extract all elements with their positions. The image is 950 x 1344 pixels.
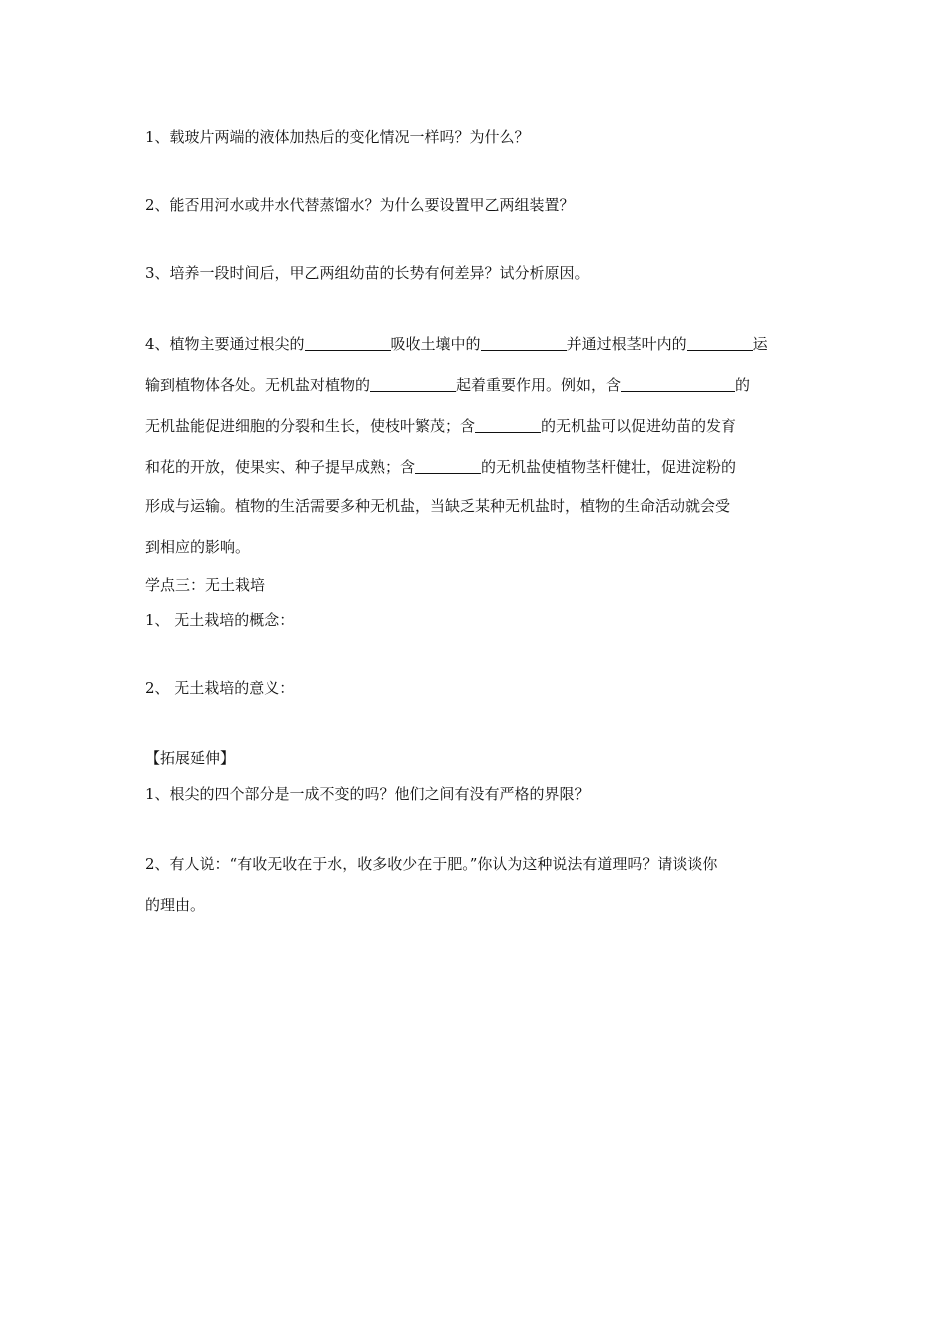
answer-blank[interactable] — [481, 334, 567, 351]
fill-in-line-1 — [145, 332, 768, 352]
answer-blank[interactable] — [305, 334, 391, 351]
answer-blank[interactable] — [370, 375, 456, 392]
extension-question-2-line-1: 2、有人说：“有收无收在于水，收多收少在于肥。”你认为这种说法有道理吗？请谈谈你 — [145, 855, 718, 873]
answer-blank[interactable] — [475, 416, 541, 433]
question-3: 3、培养一段时间后，甲乙两组幼苗的长势有何差异？试分析原因。 — [145, 264, 590, 282]
fill-text: 4、植物主要通过根尖的 — [145, 335, 305, 353]
fill-text: 运 — [752, 335, 768, 353]
fill-text: 的无机盐可以促进幼苗的发育 — [541, 417, 737, 435]
fill-text: 的 — [735, 376, 751, 394]
fill-text: 吸收土壤中的 — [390, 335, 481, 353]
question-1: 1、载玻片两端的液体加热后的变化情况一样吗？为什么？ — [145, 128, 530, 146]
question-2: 2、能否用河水或井水代替蒸馏水？为什么要设置甲乙两组装置？ — [145, 196, 575, 214]
fill-in-line-5: 形成与运输。植物的生活需要多种无机盐，当缺乏某种无机盐时，植物的生命活动就会受 — [145, 497, 731, 515]
fill-text: 起着重要作用。例如，含 — [456, 376, 622, 394]
section-title: 学点三：无土栽培 — [145, 576, 266, 594]
answer-blank[interactable] — [621, 375, 735, 392]
fill-text: 输到植物体各处。无机盐对植物的 — [145, 376, 371, 394]
fill-in-line-4 — [145, 455, 736, 475]
fill-text: 和花的开放，使果实、种子提早成熟；含 — [145, 458, 416, 476]
section-item-1: 1、 无土栽培的概念： — [145, 611, 295, 629]
fill-in-line-3 — [145, 414, 736, 434]
extension-heading: 【拓展延伸】 — [145, 749, 236, 767]
section-item-2: 2、 无土栽培的意义： — [145, 679, 295, 697]
fill-text: 无机盐能促进细胞的分裂和生长，使枝叶繁茂；含 — [145, 417, 476, 435]
fill-in-line-2 — [145, 373, 750, 393]
answer-blank[interactable] — [687, 334, 753, 351]
extension-question-1: 1、根尖的四个部分是一成不变的吗？他们之间有没有严格的界限？ — [145, 785, 590, 803]
fill-in-line-6: 到相应的影响。 — [145, 538, 251, 556]
fill-text: 并通过根茎叶内的 — [566, 335, 687, 353]
extension-question-2-line-2: 的理由。 — [145, 896, 206, 914]
fill-text: 的无机盐使植物茎杆健壮，促进淀粉的 — [481, 458, 737, 476]
answer-blank[interactable] — [415, 457, 481, 474]
